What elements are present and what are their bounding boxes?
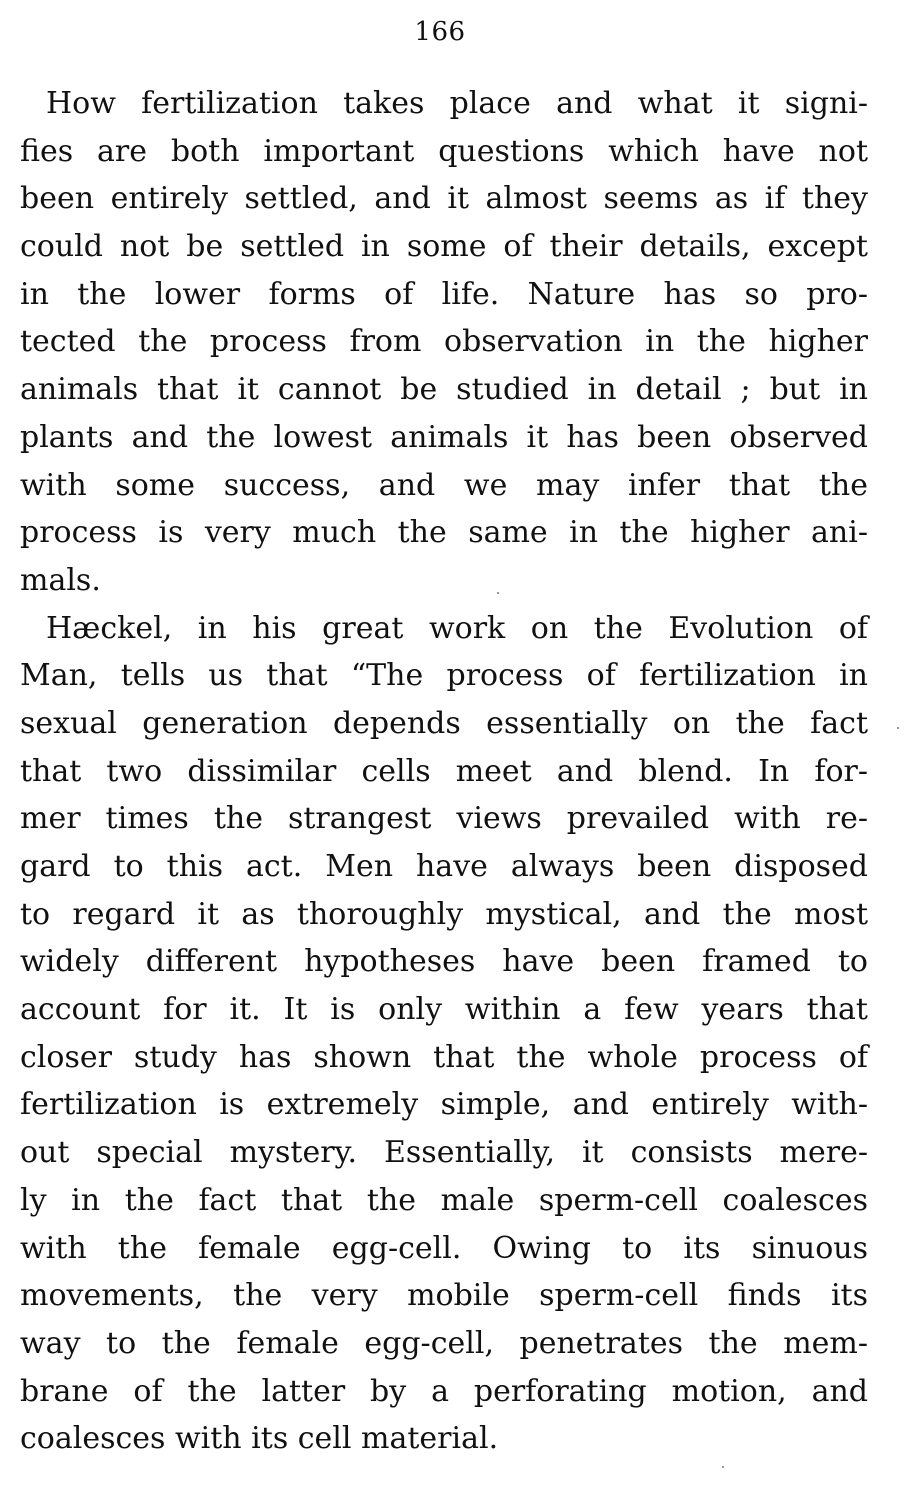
text-line: account for it. It is only within a few years that	[20, 992, 868, 1028]
paragraph-2	[20, 605, 868, 1463]
text-line: plants and the lowest animals it has been observed	[20, 419, 868, 455]
text-line: How fertilization takes place and what it signi-	[46, 86, 868, 121]
text-line: been entirely settled, and it almost seems as if they	[20, 181, 868, 217]
text-line: brane of the latter by a perforating motion, and	[20, 1373, 868, 1409]
text-line: fies are both important questions which have not	[20, 133, 868, 169]
text-line: widely different hypotheses have been framed to	[20, 944, 868, 980]
text-line: fertilization is extremely simple, and entirely with-	[20, 1087, 868, 1123]
text-line: ly in the fact that the male sperm-cell coalesces	[20, 1182, 868, 1218]
text-line: animals that it cannot be studied in detail ; but in	[20, 372, 868, 408]
text-line: gard to this act. Men have always been disposed	[20, 849, 868, 884]
page-number: 166	[414, 17, 466, 47]
body-text	[20, 80, 868, 1463]
text-line: tected the process from observation in the higher	[20, 324, 868, 360]
text-line: sexual generation depends essentially on the fact	[20, 705, 868, 741]
print-speck	[722, 1466, 724, 1468]
text-line: Man, tells us that “The process of fertilization in	[20, 658, 868, 694]
text-line: movements, the very mobile sperm-cell finds its	[20, 1278, 868, 1314]
text-line: closer study has shown that the whole process of	[20, 1039, 868, 1075]
text-line: Hæckel, in his great work on the Evolution of	[46, 610, 868, 646]
text-line: coalesces with its cell material.	[20, 1421, 499, 1457]
text-line: with the female egg-cell. Owing to its sinuous	[20, 1230, 868, 1266]
text-line: out special mystery. Essentially, it consists mere-	[20, 1135, 868, 1171]
text-line: in the lower forms of life. Nature has so pro-	[20, 276, 868, 312]
text-line: mals.	[20, 562, 101, 598]
text-line: with some success, and we may infer that the	[20, 467, 868, 503]
text-line: process is very much the same in the higher ani-	[20, 515, 868, 551]
text-line: way to the female egg-cell, penetrates the mem-	[20, 1325, 868, 1361]
text-line: to regard it as thoroughly mystical, and the most	[20, 896, 868, 932]
text-line: mer times the strangest views prevailed with re-	[20, 801, 868, 837]
text-line: could not be settled in some of their details, except	[20, 229, 868, 265]
print-speck	[897, 727, 899, 729]
text-line: that two dissimilar cells meet and blend. In for-	[20, 753, 868, 789]
print-speck	[497, 592, 499, 594]
paragraph-1	[20, 80, 868, 605]
